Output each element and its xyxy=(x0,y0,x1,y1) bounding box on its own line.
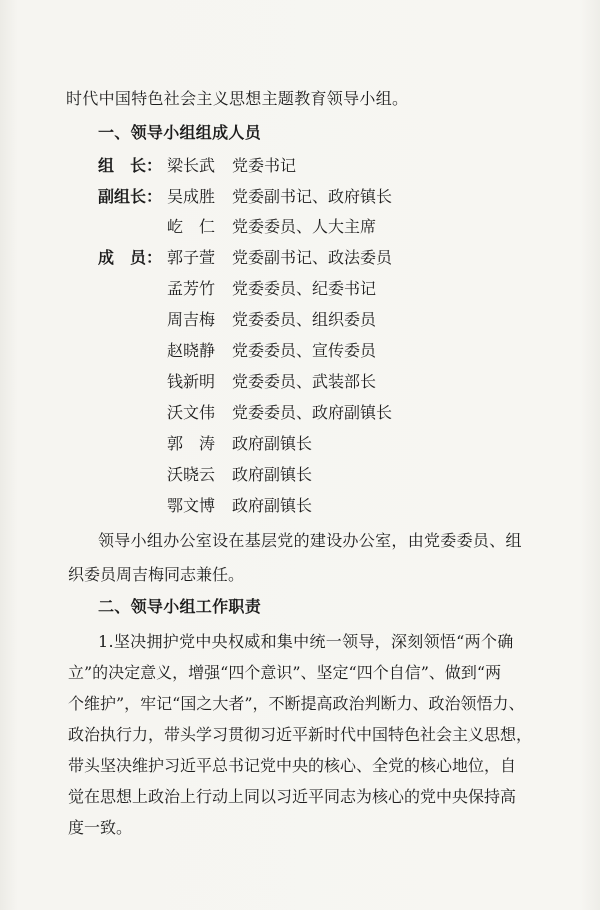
paragraph-line: 政治执行力，带头学习贯彻习近平新时代中国特色社会主义思想， xyxy=(68,725,533,744)
office-note-line: 领导小组办公室设在基层党的建设办公室，由党委委员、组 xyxy=(98,531,522,550)
deputy-name: 屹 仁 xyxy=(167,217,216,236)
member-name: 周吉梅 xyxy=(167,310,216,329)
member-title: 党委委员、政府副镇长 xyxy=(232,403,393,422)
section2-heading: 二、领导小组工作职责 xyxy=(98,597,262,616)
deputy-title: 党委副书记、政府镇长 xyxy=(232,187,393,206)
member-title: 政府副镇长 xyxy=(232,496,313,515)
paragraph-line: 带头坚决维护习近平总书记党中央的核心、全党的核心地位，自 xyxy=(68,756,517,775)
member-title: 党委委员、宣传委员 xyxy=(232,341,377,360)
member-name: 沃文伟 xyxy=(167,403,216,422)
member-title: 党委副书记、政法委员 xyxy=(232,248,393,267)
paragraph-line: 个维护”，牢记“国之大者”，不断提高政治判断力、政治领悟力、 xyxy=(68,694,525,713)
member-title: 党委委员、组织委员 xyxy=(232,310,377,329)
leader-title: 党委书记 xyxy=(232,156,297,175)
member-title: 党委委员、武装部长 xyxy=(232,372,377,391)
member-name: 沃晓云 xyxy=(167,465,216,484)
member-title: 党委委员、纪委书记 xyxy=(232,279,377,298)
member-name: 赵晓静 xyxy=(167,341,216,360)
member-title: 政府副镇长 xyxy=(232,465,313,484)
member-name: 郭子萱 xyxy=(167,248,216,267)
member-name: 郭 涛 xyxy=(167,434,216,453)
leader-label: 组 长： xyxy=(98,156,163,175)
member-name: 钱新明 xyxy=(167,372,216,391)
paragraph-line: 觉在思想上政治上行动上同以习近平同志为核心的党中央保持高 xyxy=(68,787,517,806)
deputy-title: 党委委员、人大主席 xyxy=(232,217,377,236)
deputy-label: 副组长： xyxy=(98,187,163,206)
paragraph-line: 1.坚决拥护党中央权威和集中统一领导，深刻领悟“两个确 xyxy=(98,632,514,651)
member-name: 孟芳竹 xyxy=(167,279,216,298)
office-note-line: 织委员周吉梅同志兼任。 xyxy=(68,565,245,584)
leader-name: 梁长武 xyxy=(167,156,216,175)
member-title: 政府副镇长 xyxy=(232,434,313,453)
paragraph-line: 度一致。 xyxy=(68,818,133,837)
member-label: 成 员： xyxy=(98,248,163,267)
paragraph-line: 立”的决定意义，增强“四个意识”、坚定“四个自信”、做到“两 xyxy=(68,663,502,682)
intro-line: 时代中国特色社会主义思想主题教育领导小组。 xyxy=(66,89,409,108)
member-name: 鄂文博 xyxy=(167,496,216,515)
section1-heading: 一、领导小组组成人员 xyxy=(98,123,262,142)
deputy-name: 吴成胜 xyxy=(167,187,216,206)
